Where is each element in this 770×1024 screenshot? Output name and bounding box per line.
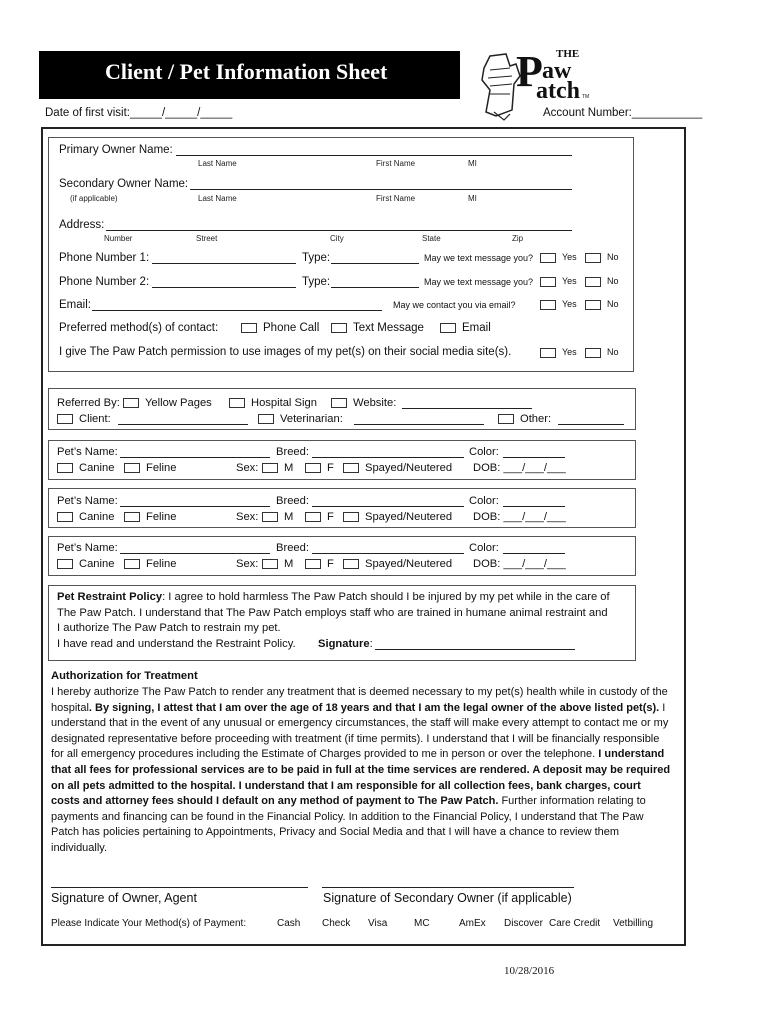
other-option[interactable]: [498, 413, 551, 425]
pet3-female[interactable]: [305, 558, 334, 570]
checkbox[interactable]: [262, 559, 278, 569]
auth-bold-2: I understand that all fees for professional services are to be paid in full at the time services are rendered. A deposit may be required on all pets admitted to the hospital. I understand that I am responsible for all collection fees, bank charges, court costs and attorney fees should I default on any method of payment to The Paw Patch.: [51, 748, 671, 808]
text-message-label: Text Message: [353, 322, 424, 334]
checkbox[interactable]: [305, 463, 321, 473]
pet3-name-label: Pet’s Name:: [57, 542, 118, 554]
auth-bold-1: . By signing, I attest that I am over the age of 18 years and that I am the legal owner of the above listed pet(s).: [88, 701, 660, 714]
primary-mi-hint: MI: [468, 159, 477, 168]
pet3-name-field[interactable]: [120, 542, 270, 554]
checkbox[interactable]: [229, 398, 245, 408]
preferred-contact-label: Preferred method(s) of contact:: [59, 322, 219, 334]
payment-mc[interactable]: MC: [414, 918, 430, 929]
male-label: M: [284, 511, 294, 523]
checkbox[interactable]: [124, 512, 140, 522]
checkbox[interactable]: [241, 323, 257, 333]
pet3-canine[interactable]: [57, 558, 114, 570]
logo-tm: TM: [582, 94, 590, 100]
pet1-breed-label: Breed:: [276, 446, 309, 458]
no-label: No: [607, 276, 619, 286]
secondary-owner-field[interactable]: [190, 178, 572, 190]
auth-text-2: I understand that in the event of any unusual or emergency circumstances, the staff will make every attempt to contact me or my designated representative before proceeding with treatment (if time permits). I understand that I will be financially responsible for all emergency procedures including the Estimate of Charges provided to me in person or over the telephone.: [51, 701, 669, 761]
phone2-field[interactable]: [152, 276, 296, 288]
payment-check[interactable]: Check: [322, 918, 351, 929]
checkbox[interactable]: [124, 559, 140, 569]
yes-label: Yes: [562, 299, 577, 309]
address-city-hint: City: [330, 234, 344, 243]
yellow-pages-option[interactable]: [123, 397, 212, 409]
secondary-first-hint: First Name: [376, 194, 416, 203]
secondary-signature-label: Signature of Secondary Owner (if applicable): [323, 891, 572, 905]
pet2-name-field[interactable]: [120, 495, 270, 507]
email-field[interactable]: [92, 299, 382, 311]
pet3-spayed[interactable]: [343, 558, 452, 570]
page-title: Client / Pet Information Sheet: [105, 59, 388, 84]
feline-label: Feline: [146, 511, 177, 523]
pet2-color-label: Color:: [469, 495, 499, 507]
pet1-spayed[interactable]: [343, 462, 452, 474]
contact-email-option[interactable]: [440, 322, 491, 334]
pet2-color-field[interactable]: [503, 495, 565, 507]
pet3-dob[interactable]: DOB: ___/___/___: [473, 558, 566, 570]
authorization-heading: Authorization for Treatment: [51, 670, 198, 682]
checkbox[interactable]: [585, 348, 601, 358]
pet2-female[interactable]: [305, 511, 334, 523]
secondary-signature-line[interactable]: [322, 887, 574, 888]
authorization-paragraph: [51, 685, 671, 857]
spayed-label: Spayed/Neutered: [365, 558, 453, 570]
pet1-color-label: Color:: [469, 446, 499, 458]
secondary-last-hint: Last Name: [198, 194, 237, 203]
pet1-breed-field[interactable]: [312, 446, 464, 458]
email-contact-question: May we contact you via email?: [393, 300, 516, 310]
phone-call-label: Phone Call: [263, 322, 320, 334]
payment-care-credit[interactable]: Care Credit: [549, 918, 601, 929]
checkbox[interactable]: [57, 463, 73, 473]
auth-text-3: Further information relating to payments and financing can be found in the Financial Policy. In addition to the Financial Policy, I understand that The Paw Patch has policies pertaining to Appointments, Privacy and Social Media and that I will have a chance to review them individually.: [51, 795, 646, 854]
address-label: Address:: [59, 219, 105, 231]
restraint-line-2: The Paw Patch. I understand that The Paw Patch employs staff who are trained in humane animal restraint and: [57, 607, 608, 619]
title-bar: [39, 51, 460, 99]
logo-atch: atch: [536, 78, 580, 104]
yellow-pages-label: Yellow Pages: [145, 397, 212, 409]
logo-p: P: [516, 47, 543, 96]
address-field[interactable]: [106, 219, 572, 231]
address-state-hint: State: [422, 234, 441, 243]
checkbox[interactable]: [124, 463, 140, 473]
secondary-mi-hint: MI: [468, 194, 477, 203]
client-option[interactable]: [57, 413, 111, 425]
checkbox[interactable]: [57, 559, 73, 569]
owner-signature-line[interactable]: [51, 887, 308, 888]
restraint-line-4: I have read and understand the Restraint Policy.: [57, 638, 296, 650]
veterinarian-field[interactable]: [354, 413, 484, 425]
auth-text-1: I hereby authorize The Paw Patch to render any treatment that is deemed necessary to my pet(s) health while in custody of the hospital: [51, 686, 668, 714]
logo-aw: aw: [542, 58, 572, 84]
checkbox[interactable]: [343, 463, 359, 473]
email-no[interactable]: [585, 299, 619, 310]
email-label: Email:: [59, 299, 91, 311]
phone2-type-field[interactable]: [331, 276, 419, 288]
pet2-male[interactable]: [262, 511, 293, 523]
female-label: F: [327, 558, 334, 570]
pet2-canine[interactable]: [57, 511, 114, 523]
pet3-breed-field[interactable]: [312, 542, 464, 554]
checkbox[interactable]: [498, 414, 514, 424]
checkbox[interactable]: [343, 559, 359, 569]
pet3-breed-label: Breed:: [276, 542, 309, 554]
pet1-color-field[interactable]: [503, 446, 565, 458]
address-number-hint: Number: [104, 234, 133, 243]
checkbox[interactable]: [305, 559, 321, 569]
payment-vetbilling[interactable]: Vetbilling: [613, 918, 654, 929]
phone1-type-label: Type:: [302, 252, 331, 264]
primary-owner-field[interactable]: [176, 144, 572, 156]
date-first-visit[interactable]: Date of first visit:_____/_____/_____: [45, 107, 233, 119]
checkbox[interactable]: [258, 414, 274, 424]
pet2-breed-label: Breed:: [276, 495, 309, 507]
checkbox[interactable]: [540, 253, 556, 263]
restraint-line-3: I authorize The Paw Patch to restrain my pet.: [57, 622, 281, 634]
checkbox[interactable]: [540, 348, 556, 358]
pet2-feline[interactable]: [124, 511, 176, 523]
signature-word: Signature: [318, 638, 370, 650]
pet3-male[interactable]: [262, 558, 293, 570]
canine-label: Canine: [79, 511, 115, 523]
pet2-name-label: Pet’s Name:: [57, 495, 118, 507]
social-media-permission: I give The Paw Patch permission to use images of my pet(s) on their social media site(s).: [59, 346, 512, 358]
restraint-signature-field[interactable]: [375, 638, 575, 650]
checkbox[interactable]: [585, 277, 601, 287]
phone2-text-question: May we text message you?: [424, 277, 534, 287]
phone2-no[interactable]: [585, 276, 619, 287]
permission-yes[interactable]: [540, 347, 577, 358]
yes-label: Yes: [562, 252, 577, 262]
pet1-name-label: Pet’s Name:: [57, 446, 118, 458]
phone1-field[interactable]: [152, 252, 296, 264]
restraint-line-1: [57, 591, 610, 603]
phone2-yes[interactable]: [540, 276, 577, 287]
logo-the: THE: [556, 48, 580, 60]
male-label: M: [284, 462, 294, 474]
owner-signature-label: Signature of Owner, Agent: [51, 891, 197, 905]
primary-last-hint: Last Name: [198, 159, 237, 168]
hospital-sign-option[interactable]: [229, 397, 317, 409]
restraint-signature-label: Signature:: [318, 638, 373, 650]
restraint-text-1: : I agree to hold harmless The Paw Patch should I be injured by my pet while in the care of: [162, 591, 610, 603]
primary-owner-label: Primary Owner Name:: [59, 144, 173, 156]
no-label: No: [607, 347, 619, 357]
yes-label: Yes: [562, 347, 577, 357]
checkbox[interactable]: [262, 512, 278, 522]
client-field[interactable]: [118, 413, 248, 425]
phone2-type-label: Type:: [302, 276, 331, 288]
website-field[interactable]: [402, 397, 532, 409]
contact-phone-option[interactable]: [241, 322, 319, 334]
checkbox[interactable]: [585, 300, 601, 310]
payment-cash[interactable]: Cash: [277, 918, 301, 929]
pet3-sex-label: Sex:: [236, 558, 259, 570]
canine-label: Canine: [79, 462, 115, 474]
checkbox[interactable]: [585, 253, 601, 263]
revision-date: 10/28/2016: [504, 965, 555, 977]
phone1-label: Phone Number 1:: [59, 252, 150, 264]
checkbox[interactable]: [262, 463, 278, 473]
pet1-name-field[interactable]: [120, 446, 270, 458]
email-option-label: Email: [462, 322, 491, 334]
feline-label: Feline: [146, 558, 177, 570]
phone1-no[interactable]: [585, 252, 619, 263]
checkbox[interactable]: [440, 323, 456, 333]
phone2-label: Phone Number 2:: [59, 276, 150, 288]
feline-label: Feline: [146, 462, 177, 474]
payment-visa[interactable]: Visa: [368, 918, 388, 929]
checkbox[interactable]: [57, 414, 73, 424]
pet1-canine[interactable]: [57, 462, 114, 474]
client-label: Client:: [79, 413, 111, 425]
other-label: Other:: [520, 413, 552, 425]
veterinarian-label: Veterinarian:: [280, 413, 343, 425]
payment-label: Please Indicate Your Method(s) of Payment:: [51, 918, 247, 929]
primary-first-hint: First Name: [376, 159, 416, 168]
checkbox[interactable]: [540, 277, 556, 287]
spayed-label: Spayed/Neutered: [365, 511, 453, 523]
website-option[interactable]: [331, 397, 396, 409]
address-zip-hint: Zip: [512, 234, 524, 243]
contact-text-option[interactable]: [331, 322, 424, 334]
checkbox[interactable]: [305, 512, 321, 522]
permission-no[interactable]: [585, 347, 619, 358]
checkbox[interactable]: [57, 512, 73, 522]
address-street-hint: Street: [196, 234, 218, 243]
hospital-sign-label: Hospital Sign: [251, 397, 317, 409]
checkbox[interactable]: [540, 300, 556, 310]
pet3-feline[interactable]: [124, 558, 176, 570]
pet3-color-field[interactable]: [503, 542, 565, 554]
male-label: M: [284, 558, 294, 570]
if-applicable-hint: (if applicable): [70, 194, 118, 203]
email-yes[interactable]: [540, 299, 577, 310]
checkbox[interactable]: [343, 512, 359, 522]
pet2-spayed[interactable]: [343, 511, 452, 523]
veterinarian-option[interactable]: [258, 413, 343, 425]
account-number[interactable]: Account Number:___________: [543, 107, 703, 119]
pet1-male[interactable]: [262, 462, 293, 474]
female-label: F: [327, 462, 334, 474]
female-label: F: [327, 511, 334, 523]
canine-label: Canine: [79, 558, 115, 570]
other-field[interactable]: [558, 413, 624, 425]
pet2-dob[interactable]: DOB: ___/___/___: [473, 511, 566, 523]
pet1-sex-label: Sex:: [236, 462, 259, 474]
pet1-feline[interactable]: [124, 462, 176, 474]
pet1-dob[interactable]: DOB: ___/___/___: [473, 462, 566, 474]
checkbox[interactable]: [331, 323, 347, 333]
spayed-label: Spayed/Neutered: [365, 462, 453, 474]
phone1-type-field[interactable]: [331, 252, 419, 264]
pet2-breed-field[interactable]: [312, 495, 464, 507]
pet3-color-label: Color:: [469, 542, 499, 554]
no-label: No: [607, 299, 619, 309]
phone1-text-question: May we text message you?: [424, 253, 534, 263]
no-label: No: [607, 252, 619, 262]
payment-amex[interactable]: AmEx: [459, 918, 486, 929]
payment-discover[interactable]: Discover: [504, 918, 543, 929]
pet2-sex-label: Sex:: [236, 511, 259, 523]
phone1-yes[interactable]: [540, 252, 577, 263]
secondary-owner-label: Secondary Owner Name:: [59, 178, 189, 190]
referred-by-row: [57, 397, 120, 409]
checkbox[interactable]: [331, 398, 347, 408]
website-label: Website:: [353, 397, 397, 409]
yes-label: Yes: [562, 276, 577, 286]
referred-by-label: Referred By:: [57, 397, 120, 409]
pet1-female[interactable]: [305, 462, 334, 474]
checkbox[interactable]: [123, 398, 139, 408]
restraint-heading: Pet Restraint Policy: [57, 591, 163, 603]
